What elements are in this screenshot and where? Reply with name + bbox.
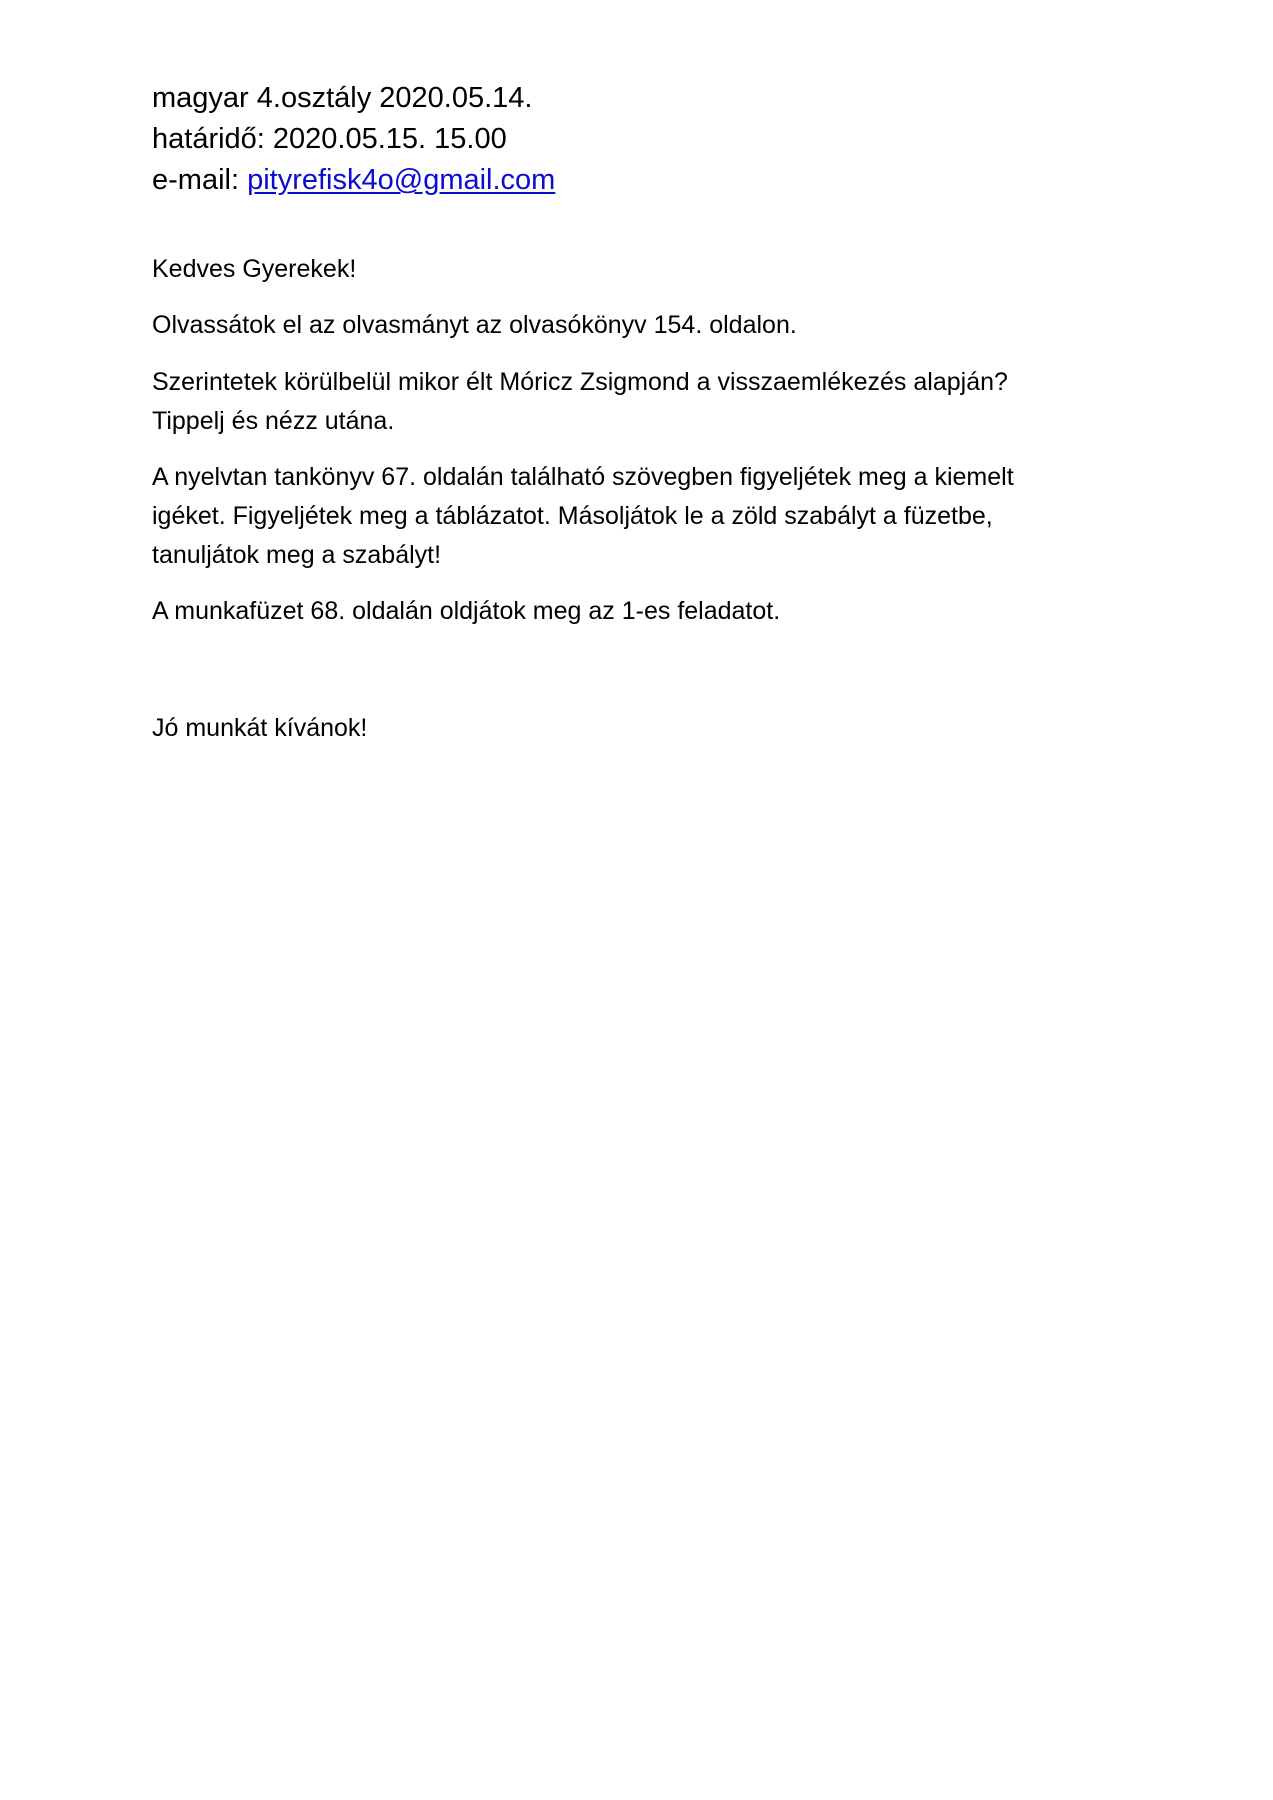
moricz-task-paragraph	[152, 363, 1127, 441]
workbook-task-paragraph: A munkafüzet 68. oldalán oldjátok meg az 1-es feladatot.	[152, 597, 781, 625]
document-header	[152, 78, 1152, 201]
email-label: e-mail:	[152, 164, 248, 196]
grammar-task-line-3: tanuljátok meg a szabályt!	[152, 541, 442, 569]
greeting-paragraph: Kedves Gyerekek!	[152, 255, 357, 283]
subject-date-line: magyar 4.osztály 2020.05.14.	[152, 82, 533, 114]
email-line	[152, 160, 1152, 201]
closing-paragraph: Jó munkát kívánok!	[152, 714, 368, 742]
moricz-task-line-1: Szerintetek körülbelül mikor élt Móricz Zsigmond a visszaemlékezés alapján?	[152, 368, 1008, 396]
grammar-task-line-2: igéket. Figyeljétek meg a táblázatot. Másoljátok le a zöld szabályt a füzetbe,	[152, 502, 993, 530]
deadline-line: határidő: 2020.05.15. 15.00	[152, 123, 507, 155]
moricz-task-line-2: Tippelj és nézz utána.	[152, 407, 395, 435]
grammar-task-line-1: A nyelvtan tankönyv 67. oldalán található szövegben figyeljétek meg a kiemelt	[152, 463, 1014, 491]
grammar-task-paragraph	[152, 458, 1127, 575]
email-link[interactable]: pityrefisk4o@gmail.com	[247, 164, 556, 196]
reading-task-paragraph: Olvassátok el az olvasmányt az olvasókönyv 154. oldalon.	[152, 311, 797, 339]
